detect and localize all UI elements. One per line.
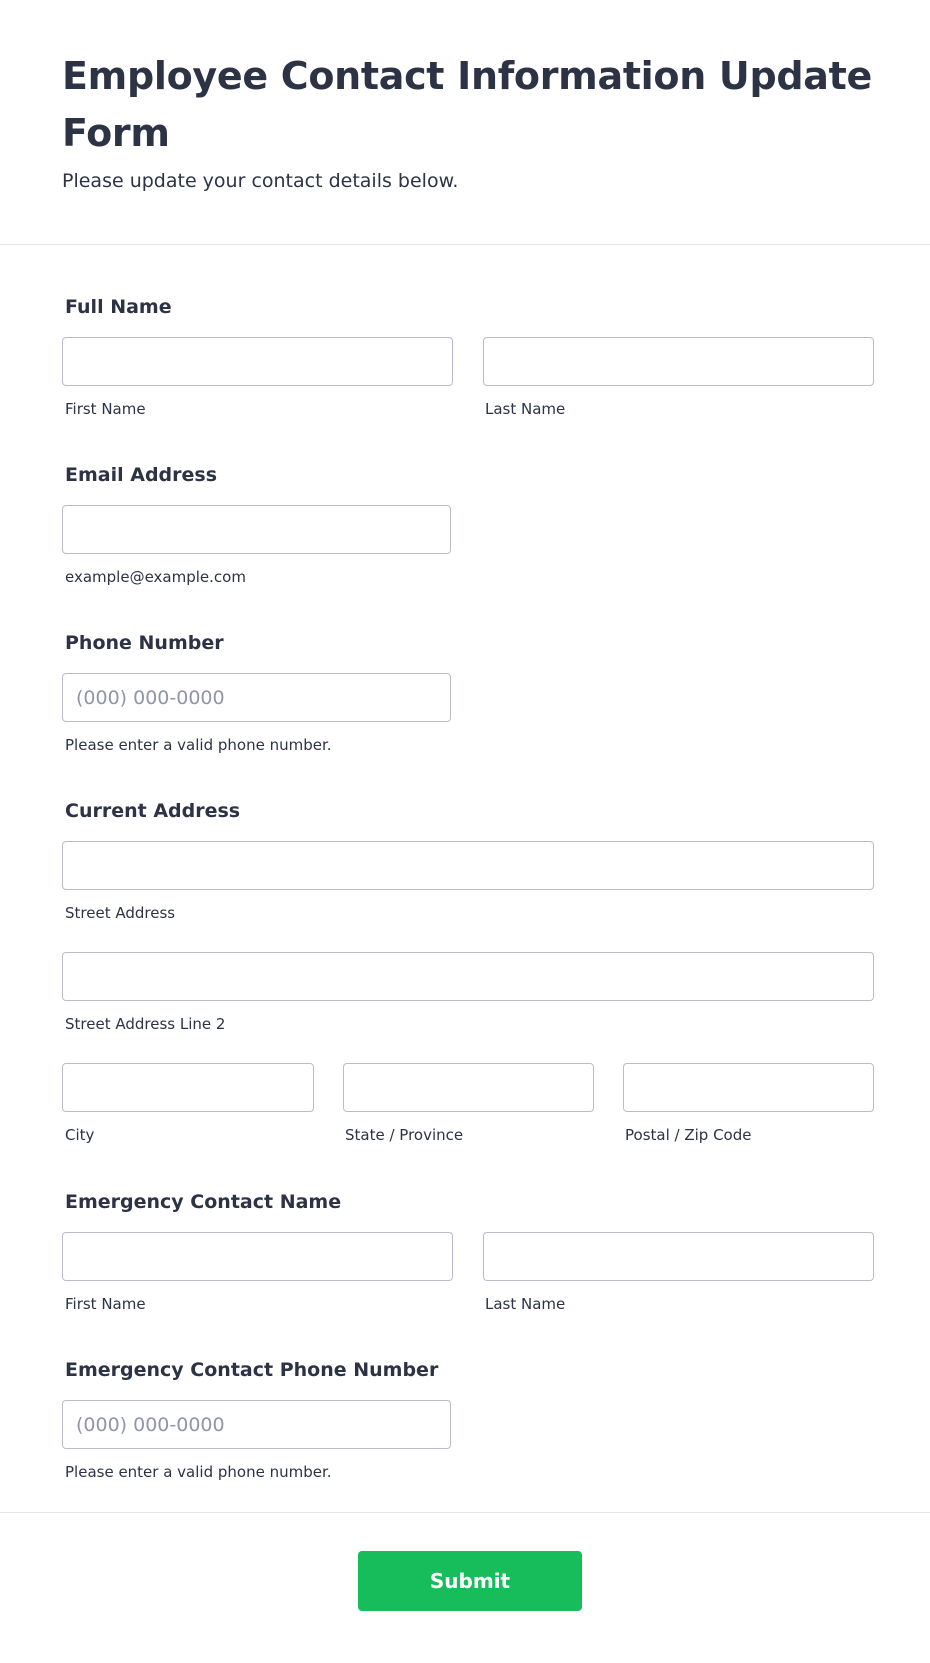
city-sublabel: City	[65, 1126, 95, 1144]
email-label: Email Address	[65, 464, 218, 486]
form-title: Employee Contact Information Update Form	[62, 54, 872, 155]
header-divider	[0, 244, 930, 245]
email-input[interactable]	[62, 505, 451, 554]
emergency-phone-sublabel: Please enter a valid phone number.	[65, 1463, 332, 1481]
street-address-line2-input[interactable]	[62, 952, 874, 1001]
emergency-name-label: Emergency Contact Name	[65, 1191, 342, 1213]
emergency-first-name-input[interactable]	[62, 1232, 453, 1281]
state-sublabel: State / Province	[345, 1126, 464, 1144]
street-address-line2-sublabel: Street Address Line 2	[65, 1015, 226, 1033]
state-input[interactable]	[343, 1063, 594, 1112]
last-name-sublabel: Last Name	[485, 400, 566, 418]
phone-input[interactable]	[62, 673, 451, 722]
street-address-input[interactable]	[62, 841, 874, 890]
first-name-input[interactable]	[62, 337, 453, 386]
footer-divider	[0, 1512, 930, 1513]
street-address-sublabel: Street Address	[65, 904, 176, 922]
form-header	[62, 48, 882, 194]
full-name-label: Full Name	[65, 296, 172, 318]
emergency-last-name-sublabel: Last Name	[485, 1295, 566, 1313]
first-name-sublabel: First Name	[65, 400, 146, 418]
email-sublabel: example@example.com	[65, 568, 246, 586]
address-label: Current Address	[65, 800, 241, 822]
emergency-phone-label: Emergency Contact Phone Number	[65, 1359, 439, 1381]
phone-sublabel: Please enter a valid phone number.	[65, 736, 332, 754]
form-subtitle: Please update your contact details below.	[62, 170, 459, 192]
emergency-phone-input[interactable]	[62, 1400, 451, 1449]
emergency-first-name-sublabel: First Name	[65, 1295, 146, 1313]
zip-sublabel: Postal / Zip Code	[625, 1126, 752, 1144]
phone-label: Phone Number	[65, 632, 224, 654]
zip-input[interactable]	[623, 1063, 874, 1112]
city-input[interactable]	[62, 1063, 314, 1112]
submit-button[interactable]: Submit	[358, 1551, 582, 1611]
emergency-last-name-input[interactable]	[483, 1232, 874, 1281]
last-name-input[interactable]	[483, 337, 874, 386]
